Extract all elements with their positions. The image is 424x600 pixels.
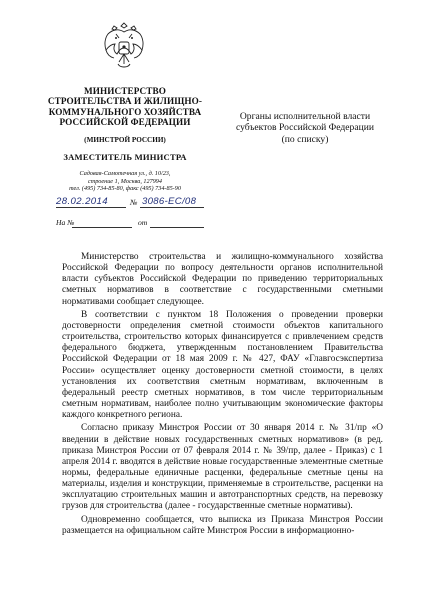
contacts-line: тел. (495) 734-85-80, факс (495) 734-85-90 (69, 185, 181, 193)
body-paragraph: Согласно приказу Минстроя России от 30 января 2014 г. № 31/пр «О введении в действие новых государственных сметных нормативов» (в ред. приказа Минстроя России от 07 февраля 2014 г. № 39/пр, далее - Приказ) с 1 апреля 2014 г. вводятся в действие новые государственные элементные сметные нормы, федеральные единичные расценки, федеральные сметные цены на материалы, изделия и конструкции, применяемые в строительстве, расценки на эксплуатацию строительных машин и автотранспортных средств, на перевозку грузов для строительства (далее - государственные сметные нормативы). (62, 423, 383, 512)
address-block (36, 170, 214, 193)
address-line: Садовая-Самотечная ул., д. 10/23, (79, 170, 171, 177)
org-line: МИНИСТЕРСТВО (84, 86, 166, 96)
organization-name (36, 86, 214, 128)
body-paragraph: В соответствии с пунктом 18 Положения о проведении проверки достоверности определения сметной стоимости объектов капитального строительства, строительство которых финансируется с привлечением средств федерального бюджета, утвержденным постановлением Правительства Российской Федерации от 18 мая 2009 г. № 427, ФАУ «Главгосэкспертиза России» осуществляет оценку достоверности сметной стоимости, в целях установления их соответствия сметным нормативам, включенным в федеральный реестр сметных нормативов, в том числе территориальным сметным нормативам, наиболее полно учитывающим экономические факторы каждого конкретного региона. (62, 309, 383, 421)
deputy-minister-title: ЗАМЕСТИТЕЛЬ МИНИСТРА (63, 152, 187, 162)
letter-body (62, 252, 383, 539)
org-line: КОММУНАЛЬНОГО ХОЗЯЙСТВА (48, 106, 202, 117)
body-paragraph: Одновременно сообщается, что выписка из Приказа Минстроя России размещается на официальном сайте Минстроя России в информационно- (62, 514, 383, 536)
registration-date: 28.02.2014 (56, 196, 109, 207)
from-underline (150, 227, 204, 228)
organization-short-name: (МИНСТРОЙ РОССИИ) (84, 136, 166, 144)
reference-line (56, 218, 216, 230)
address-line: строение 1, Москва, 127994 (88, 177, 162, 185)
registration-number: 3086-ЕС/08 (142, 196, 197, 207)
org-line: СТРОИТЕЛЬСТВА И ЖИЛИЩНО- (47, 96, 203, 107)
recipient-line: (по списку) (281, 133, 329, 145)
recipient-line: Органы исполнительной власти (239, 111, 371, 122)
on-number-underline (72, 227, 132, 228)
on-number-label: На № (56, 218, 75, 227)
number-underline (140, 207, 204, 208)
body-paragraph: Министерство строительства и жилищно-коммунального хозяйства Российской Федерации по вопросу деятельности органов исполнительной власти субъектов Российской Федерации по приведению территориальных сметных нормативов в соответствие с государственными сметными нормативами сообщает следующее. (62, 252, 383, 307)
org-line: РОССИЙСКОЙ ФЕДЕРАЦИИ (59, 117, 191, 128)
number-label: № (130, 198, 138, 207)
registration-line (56, 196, 216, 210)
recipient-block (226, 111, 384, 145)
from-label: от (138, 218, 148, 227)
russian-coat-of-arms-icon (100, 20, 148, 74)
recipient-line: субъектов Российской Федерации (236, 122, 374, 134)
date-underline (56, 207, 126, 208)
